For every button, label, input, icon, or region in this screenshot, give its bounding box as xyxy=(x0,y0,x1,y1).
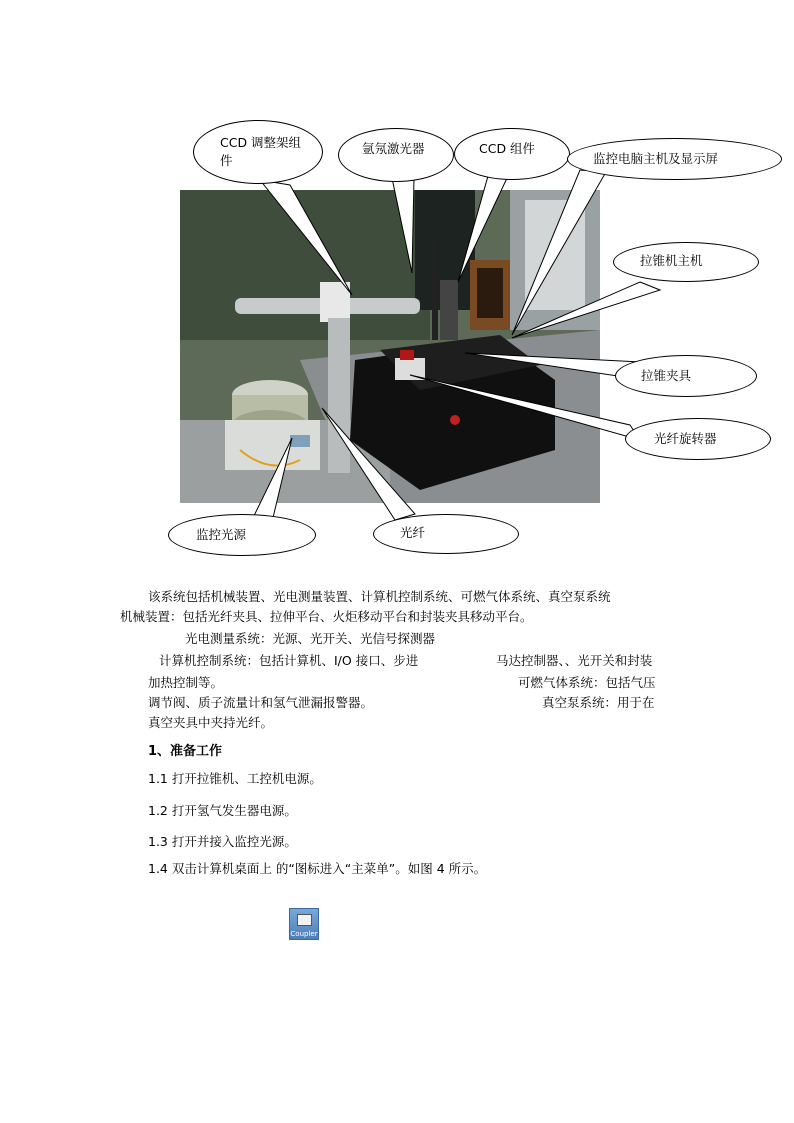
callout-light-source-label: 监控光源 xyxy=(196,527,247,542)
section-heading: 1、准备工作 xyxy=(148,744,223,759)
callout-pc-monitor-label: 监控电脑主机及显示屏 xyxy=(593,151,719,166)
step-1-3: 1.3 打开并接入监控光源。 xyxy=(148,834,297,849)
callout-fiber-rotator-label: 光纤旋转器 xyxy=(654,431,717,446)
body-paragraph-5a: 加热控制等。 xyxy=(148,675,224,690)
body-paragraph-2: 机械装置：包括光纤夹具、拉伸平台、火炬移动平台和封装夹具移动平台。 xyxy=(120,609,533,624)
body-paragraph-1: 该系统包括机械装置、光电测量装置、计算机控制系统、可燃气体系统、真空泵系统 xyxy=(148,589,611,604)
body-paragraph-3: 光电测量系统：光源、光开关、光信号探测器 xyxy=(185,631,436,646)
folder-icon xyxy=(297,914,312,926)
callout-taper-host-label: 拉锥机主机 xyxy=(640,253,703,268)
callout-ccd-adjuster-label: CCD 调整架组 件 xyxy=(220,135,302,168)
coupler-desktop-icon[interactable] xyxy=(289,908,319,940)
body-paragraph-5b: 可燃气体系统：包括气压 xyxy=(518,675,656,690)
step-1-1: 1.1 打开拉锥机、工控机电源。 xyxy=(148,771,322,786)
body-paragraph-6a: 调节阀、质子流量计和氢气泄漏报警器。 xyxy=(148,695,374,710)
step-1-4: 1.4 双击计算机桌面上 的“图标进入“主菜单”。如图 4 所示。 xyxy=(148,861,487,876)
body-paragraph-4a: 计算机控制系统：包括计算机、I/O 接口、步进 xyxy=(159,653,419,668)
body-paragraph-7: 真空夹具中夹持光纤。 xyxy=(148,715,274,730)
body-paragraph-4b: 马达控制器、、光开关和封装 xyxy=(496,653,653,668)
coupler-icon-label: Coupler xyxy=(290,930,318,938)
step-1-2: 1.2 打开氢气发生器电源。 xyxy=(148,803,297,818)
callout-ccd-assembly-label: CCD 组件 xyxy=(479,141,536,156)
callout-fiber-label: 光纤 xyxy=(400,525,426,540)
callout-fiber xyxy=(373,514,519,554)
callout-taper-clamp-label: 拉锥夹具 xyxy=(641,368,692,383)
body-paragraph-6b: 真空泵系统：用于在 xyxy=(542,695,655,710)
callout-laser-label: 氩氖激光器 xyxy=(362,141,425,156)
